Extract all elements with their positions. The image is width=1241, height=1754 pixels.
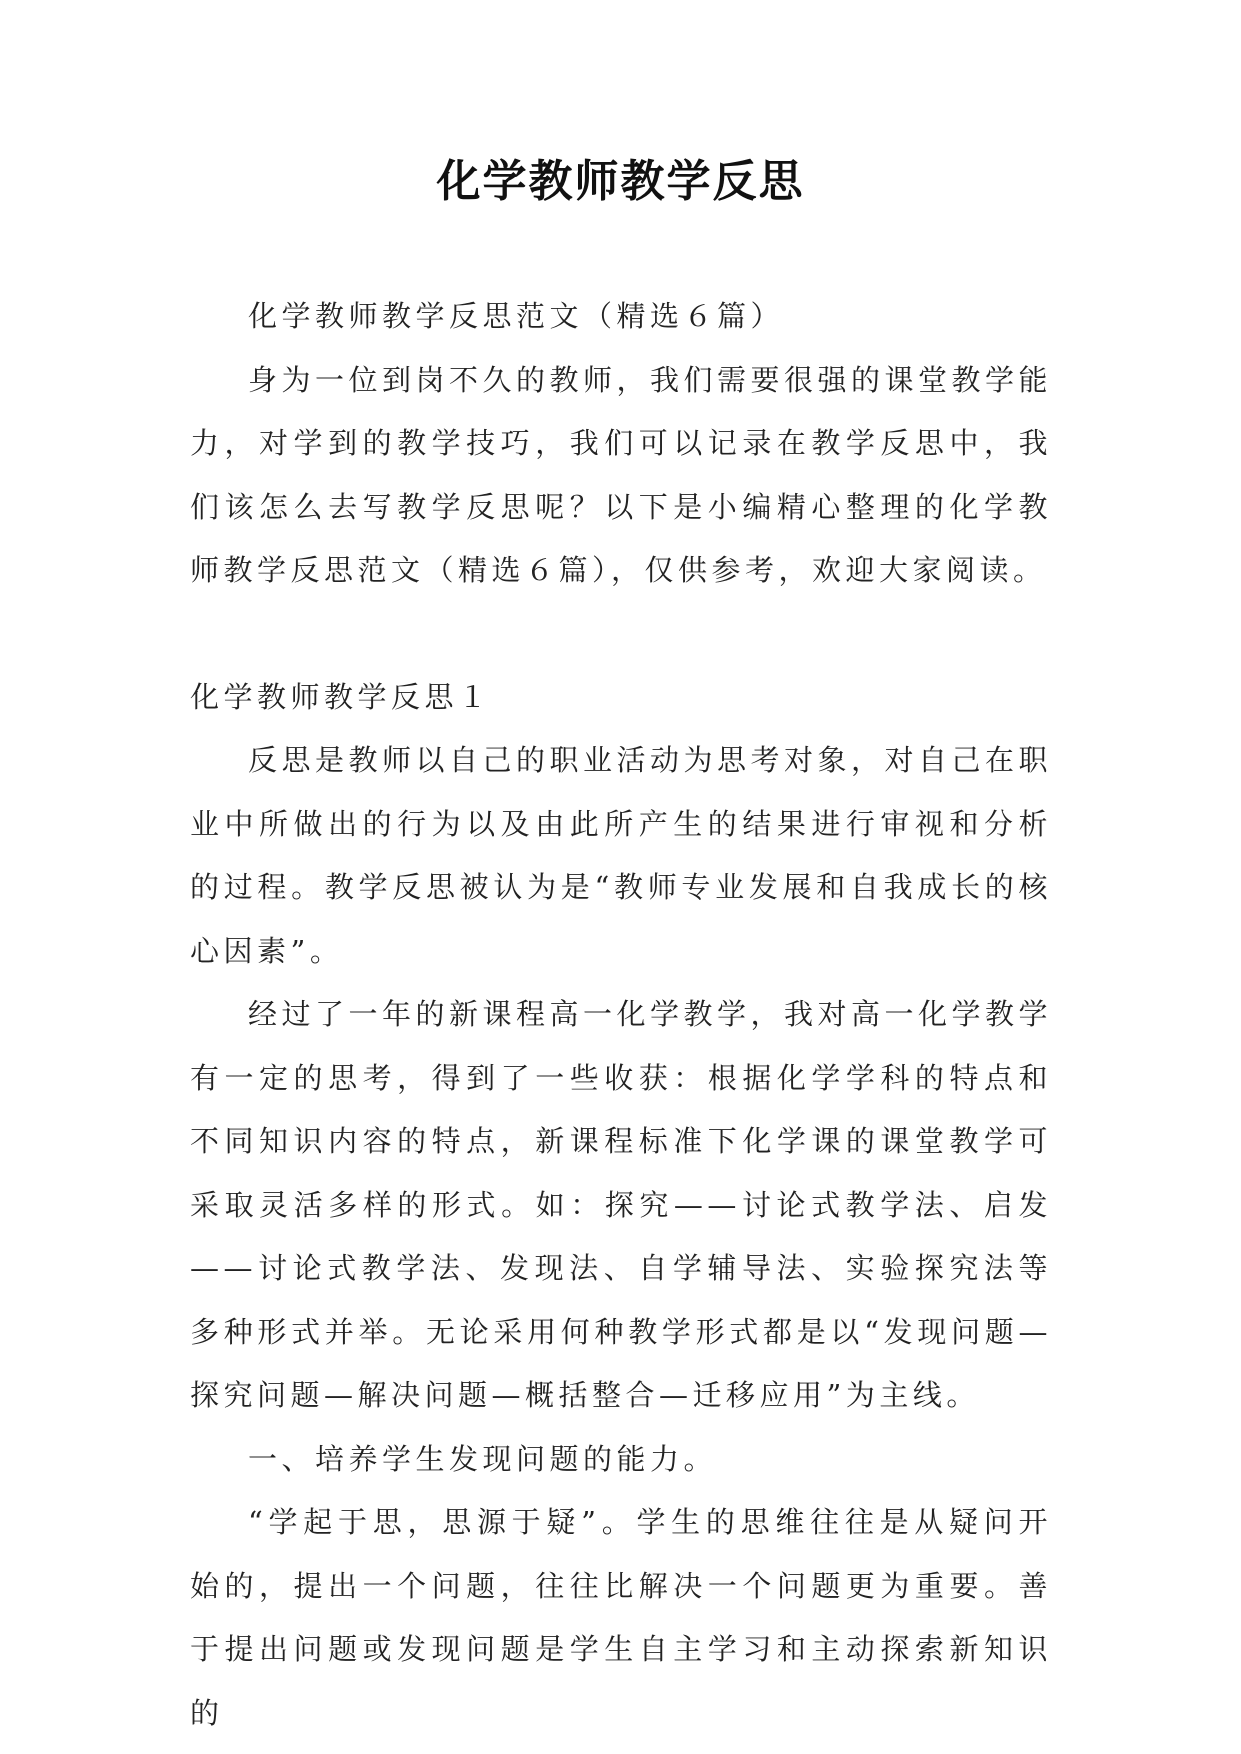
body-paragraph: 反思是教师以自己的职业活动为思考对象，对自己在职业中所做出的行为以及由此所产生的结果进行审视和分析的过程。教学反思被认为是“教师专业发展和自我成长的核心因素”。 [190, 743, 1053, 968]
section-gap [190, 603, 1052, 666]
subheading-paragraph: 一、培养学生发现问题的能力。 [248, 1441, 718, 1476]
intro-paragraph: 身为一位到岗不久的教师，我们需要很强的课堂教学能力，对学到的教学技巧，我们可以记录在教学反思中，我们该怎么去写教学反思呢？以下是小编精心整理的化学教师教学反思范文（精选６篇），仅供参考，欢迎大家阅读。 [190, 362, 1053, 587]
document-body [190, 285, 1052, 1745]
section-heading: 化学教师教学反思１ [190, 679, 492, 714]
document-title: 化学教师教学反思 [436, 156, 805, 207]
body-paragraph: “学起于思，思源于疑”。学生的思维往往是从疑问开始的，提出一个问题，往往比解决一个问题更为重要。善于提出问题或发现问题是学生自主学习和主动探索新知识的 [190, 1505, 1052, 1730]
subtitle-paragraph: 化学教师教学反思范文（精选６篇） [248, 299, 785, 333]
body-paragraph: 经过了一年的新课程高一化学教学，我对高一化学教学有一定的思考，得到了一些收获：根据化学学科的特点和不同知识内容的特点，新课程标准下化学课的课堂教学可采取灵活多样的形式。如：探究——讨论式教学法、启发——讨论式教学法、发现法、自学辅导法、实验探究法等多种形式并举。无论采用何种教学形式都是以“发现问题—探究问题—解决问题—概括整合—迁移应用”为主线。 [190, 997, 1053, 1412]
